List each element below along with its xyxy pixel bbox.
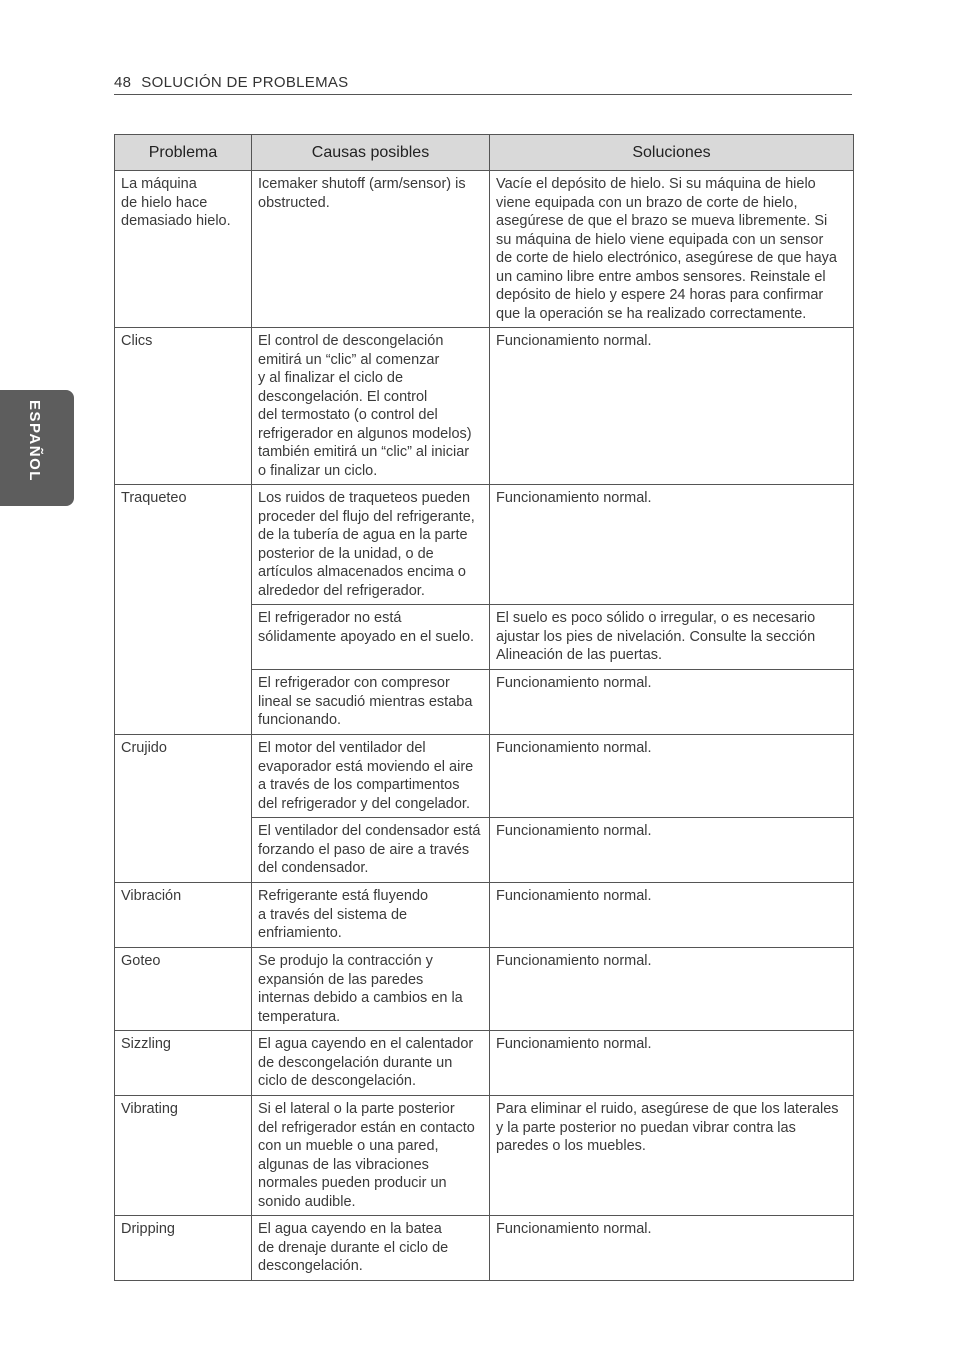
problem-cell [115, 1031, 252, 1096]
column-header-problem: Problema [115, 135, 252, 171]
problem-text: Vibrating [121, 1101, 178, 1117]
solution-cell [490, 818, 854, 883]
table-row [115, 883, 854, 948]
cause-cell [252, 605, 490, 670]
problem-text: Clics [121, 333, 153, 349]
solution-cell [490, 1096, 854, 1216]
cause-cell [252, 1031, 490, 1096]
table-header-row [115, 135, 854, 171]
problem-cell [115, 883, 252, 948]
cause-text: El agua cayendo en el calentador de descongelación durante un ciclo de descongelación. [258, 1036, 474, 1089]
cause-text: El ventilador del condensador está forzando el paso de aire a través del condensador. [258, 823, 481, 876]
table-row [115, 328, 854, 485]
solution-cell [490, 735, 854, 818]
solution-cell [490, 883, 854, 948]
solution-text: Funcionamiento normal. [496, 953, 652, 969]
table-row [115, 1031, 854, 1096]
table-row [115, 485, 854, 605]
problem-cell [115, 485, 252, 735]
problem-cell [115, 171, 252, 328]
solution-text: Funcionamiento normal. [496, 333, 652, 349]
solution-text: Funcionamiento normal. [496, 1221, 652, 1237]
page-header [114, 74, 852, 95]
cause-cell [252, 171, 490, 328]
cause-cell [252, 818, 490, 883]
language-tab [0, 390, 74, 506]
cause-text: El control de descongelación emitirá un “clic” al comenzar y al finalizar el ciclo de descongelación. El control del termostato (o control del refrigerador en algunos modelos) también emitirá un “clic” al iniciar o finalizar un ciclo. [258, 333, 472, 479]
column-header-causes: Causas posibles [252, 135, 490, 171]
problem-text: Sizzling [121, 1036, 171, 1052]
cause-text: Se produjo la contracción y expansión de las paredes internas debido a cambios en la temperatura. [258, 953, 463, 1025]
solution-text: Funcionamiento normal. [496, 823, 652, 839]
solution-cell [490, 485, 854, 605]
problem-text: Dripping [121, 1221, 175, 1237]
problem-cell [115, 1096, 252, 1216]
problem-text: Vibración [121, 888, 182, 904]
solution-text: El suelo es poco sólido o irregular, o es necesario ajustar los pies de nivelación. Consulte la sección Alineación de las puertas. [496, 610, 816, 663]
problem-text: Traqueteo [121, 490, 187, 506]
solution-text: Funcionamiento normal. [496, 1036, 652, 1052]
solution-text: Funcionamiento normal. [496, 888, 652, 904]
solution-text: Funcionamiento normal. [496, 675, 652, 691]
problem-text: Crujido [121, 740, 167, 756]
solution-cell [490, 605, 854, 670]
page-number: 48 [114, 74, 132, 91]
cause-text: El agua cayendo en la batea de drenaje durante el ciclo de descongelación. [258, 1221, 449, 1274]
cause-cell [252, 735, 490, 818]
cause-cell [252, 1216, 490, 1281]
solution-cell [490, 1216, 854, 1281]
solution-cell [490, 328, 854, 485]
problem-cell [115, 735, 252, 883]
solution-cell [490, 670, 854, 735]
section-title: SOLUCIÓN DE PROBLEMAS [141, 74, 349, 91]
language-tab-label: ESPAÑOL [26, 400, 43, 482]
cause-cell [252, 1096, 490, 1216]
solution-cell [490, 1031, 854, 1096]
troubleshooting-table [114, 134, 854, 1281]
cause-cell [252, 670, 490, 735]
cause-cell [252, 883, 490, 948]
cause-cell [252, 948, 490, 1031]
problem-cell [115, 328, 252, 485]
solution-text: Vacíe el depósito de hielo. Si su máquina de hielo viene equipada con un brazo de corte de hielo, asegúrese de que el brazo se mueva libremente. Si su máquina de hielo viene equipada con un sensor de corte de hielo electrónico, asegúrese de que haya un camino libre entre ambos sensores. Reinstale el depósito de hielo y espere 24 horas para confirmar que la operación se ha realizado correctamente. [496, 176, 837, 322]
cause-text: El refrigerador no está sólidamente apoyado en el suelo. [258, 610, 475, 645]
column-header-solutions: Soluciones [490, 135, 854, 171]
cause-text: Icemaker shutoff (arm/sensor) is obstructed. [258, 176, 466, 211]
problem-text: Goteo [121, 953, 161, 969]
solution-cell [490, 948, 854, 1031]
problem-text: La máquina de hielo hace demasiado hielo. [121, 176, 231, 229]
table-row [115, 171, 854, 328]
cause-text: Los ruidos de traqueteos pueden proceder del flujo del refrigerante, de la tubería de agua en la parte posterior de la unidad, o de artículos almacenados encima o alrededor del refrigerador. [258, 490, 475, 599]
cause-text: El refrigerador con compresor lineal se sacudió mientras estaba funcionando. [258, 675, 473, 728]
cause-text: Si el lateral o la parte posterior del refrigerador están en contacto con un mueble o una pared, algunas de las vibraciones normales pueden producir un sonido audible. [258, 1101, 475, 1210]
table-row [115, 948, 854, 1031]
problem-cell [115, 948, 252, 1031]
solution-text: Funcionamiento normal. [496, 490, 652, 506]
solution-text: Para eliminar el ruido, asegúrese de que los laterales y la parte posterior no puedan vibrar contra las paredes o los muebles. [496, 1101, 839, 1154]
table-row [115, 735, 854, 818]
table-row [115, 1216, 854, 1281]
problem-cell [115, 1216, 252, 1281]
table-row [115, 1096, 854, 1216]
cause-text: Refrigerante está fluyendo a través del sistema de enfriamiento. [258, 888, 429, 941]
solution-text: Funcionamiento normal. [496, 740, 652, 756]
solution-cell [490, 171, 854, 328]
cause-cell [252, 485, 490, 605]
cause-text: El motor del ventilador del evaporador está moviendo el aire a través de los compartimentos del refrigerador y del congelador. [258, 740, 474, 812]
cause-cell [252, 328, 490, 485]
